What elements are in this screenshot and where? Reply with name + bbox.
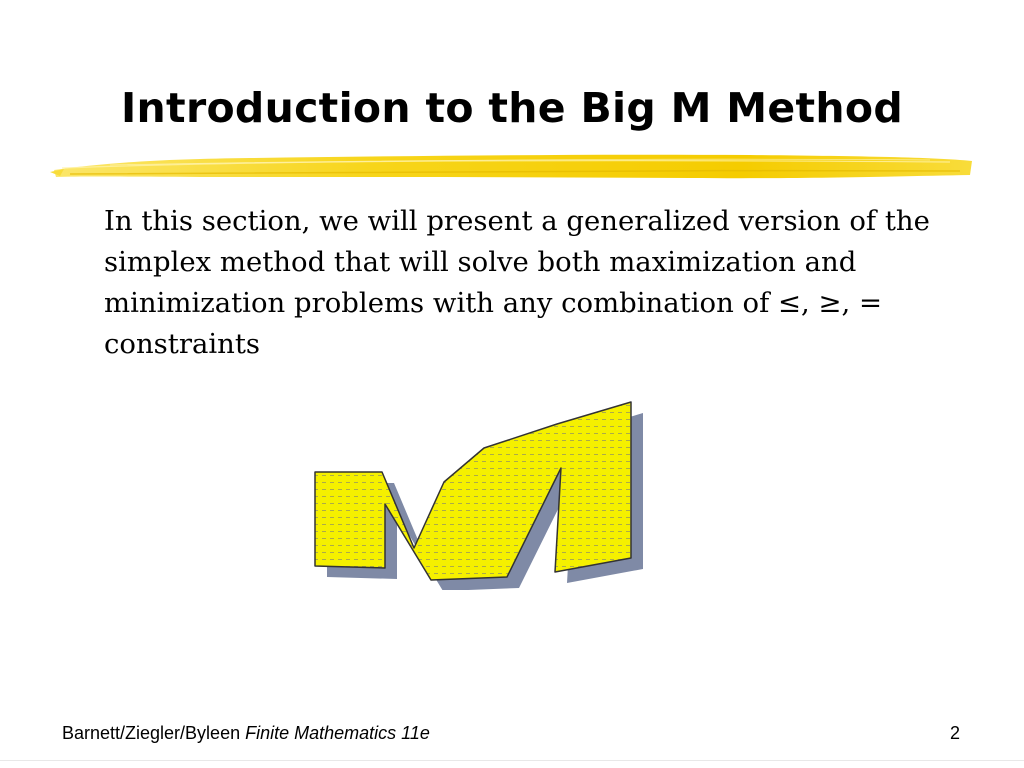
body-paragraph: In this section, we will present a generalized version of the simplex method that will solve both maximization and minimization problems with any combination of ≤, ≥, = constraints	[104, 205, 930, 360]
m-letter	[315, 402, 631, 580]
footer-credit	[62, 723, 430, 744]
page-number: 2	[949, 723, 960, 743]
bottom-divider	[0, 760, 1024, 761]
slide-title: Introduction to the Big M Method	[121, 84, 903, 132]
highlighter-underline	[50, 146, 976, 186]
footer-book-title: Finite Mathematics 11e	[245, 723, 430, 743]
footer-authors: Barnett/Ziegler/Byleen	[62, 723, 241, 743]
big-m-letter-graphic	[305, 395, 650, 590]
